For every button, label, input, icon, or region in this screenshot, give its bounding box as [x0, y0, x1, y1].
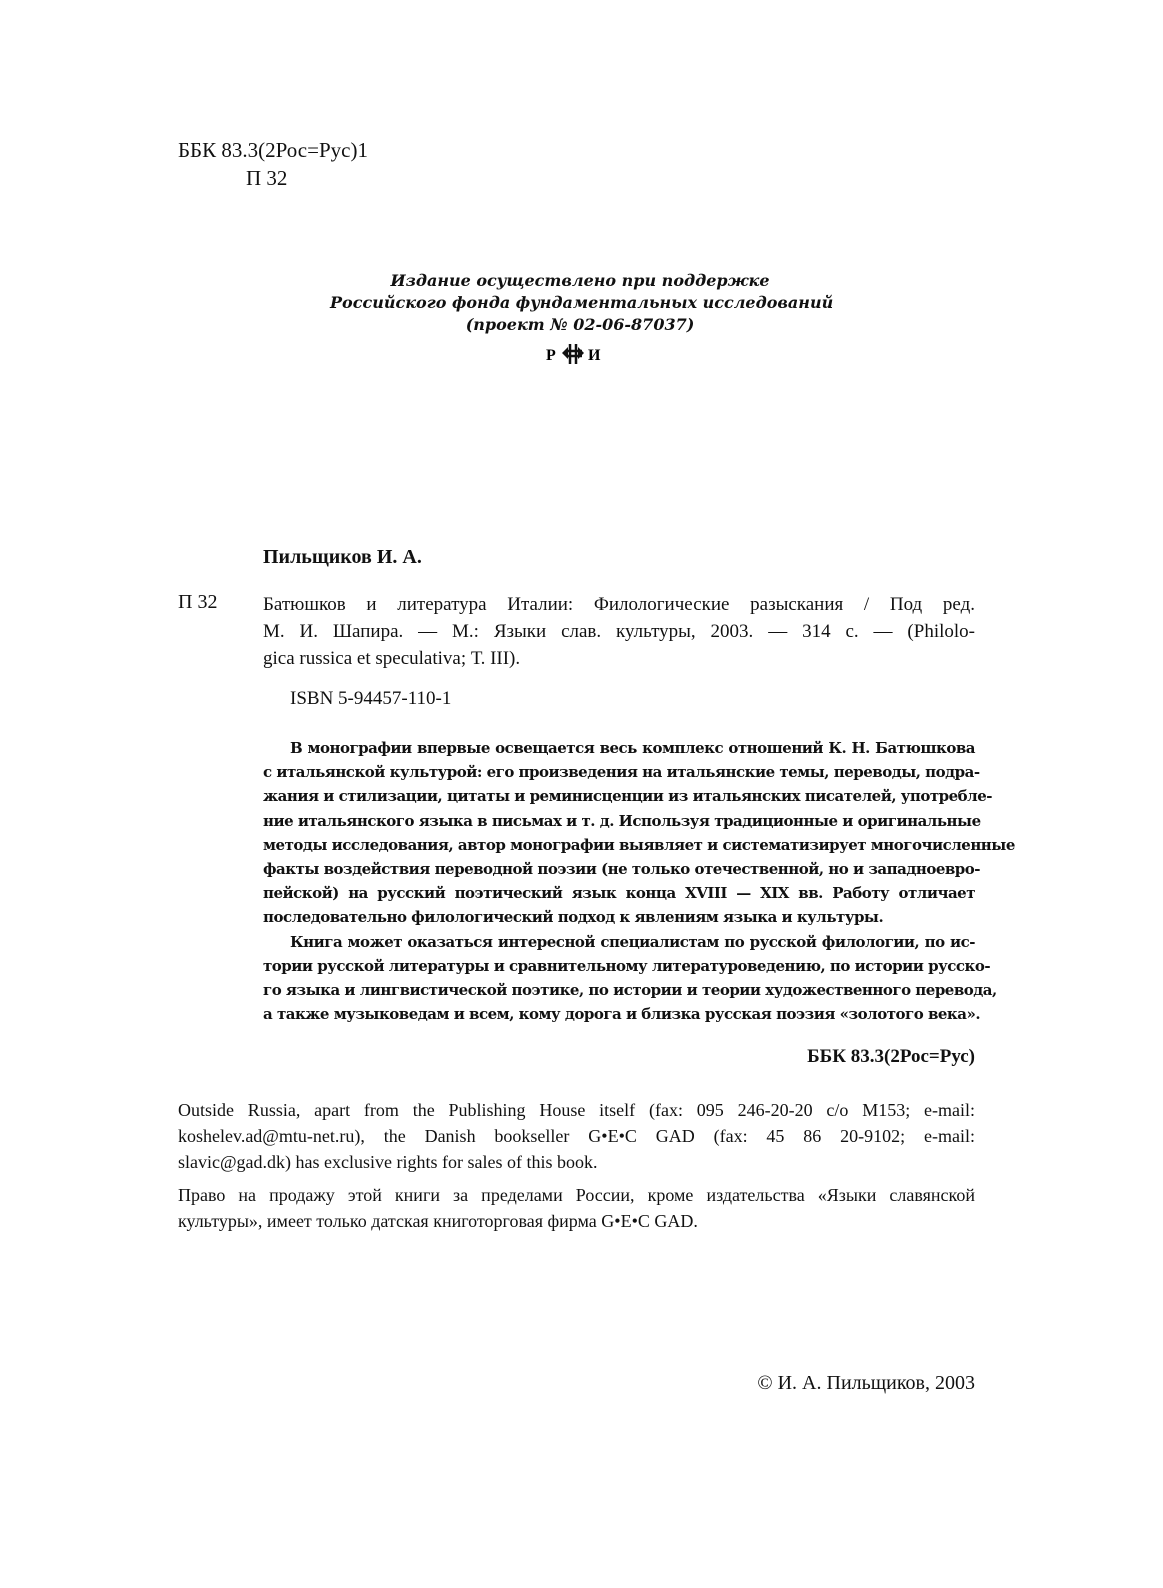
svg-text:Р: Р: [546, 347, 556, 364]
abstract-line: факты воздействия переводной поэзии (не только отечественной, но и западноевро-: [263, 860, 981, 879]
abstract-line: Книга может оказаться интересной специалистам по русской филологии, по ис-: [290, 932, 975, 951]
svg-text:И: И: [588, 347, 601, 364]
rights-line: Outside Russia, apart from the Publishing House itself (fax: 095 246-20-20 c/o M153; e-mail:: [178, 1100, 975, 1120]
rights-line: slavic@gad.dk) has exclusive rights for sales of this book.: [178, 1152, 598, 1172]
bbk-footer: ББК 83.3(2Рос=Рус): [807, 1046, 975, 1067]
biblio-line: Батюшков и литература Италии: Филологические разыскания / Под ред.: [263, 594, 975, 615]
abstract-line: последовательно филологический подход к явлениям языка и культуры.: [263, 908, 884, 927]
abstract-line: го языка и лингвистической поэтике, по истории и теории художественного перевода,: [263, 981, 997, 1000]
abstract-line: В монографии впервые освещается весь комплекс отношений К. Н. Батюшкова: [290, 739, 975, 757]
bbk-index: ББК 83.3(2Рос=Рус)1: [178, 138, 368, 162]
copyright-notice: © И. А. Пильщиков, 2003: [757, 1372, 975, 1394]
rights-line: Право на продажу этой книги за пределами России, кроме издательства «Языки славянской: [178, 1185, 975, 1205]
author-mark: П 32: [246, 166, 288, 190]
rights-line: koshelev.ad@mtu-net.ru), the Danish bookseller G•E•C GAD (fax: 45 86 20-9102; e-mail:: [178, 1126, 975, 1146]
abstract: [263, 736, 1015, 1026]
support-line: Издание осуществлено при поддержке: [390, 271, 770, 290]
abstract-line: тории русской литературы и сравнительному литературоведению, по истории русско-: [263, 956, 991, 975]
rights-english: [178, 1097, 975, 1175]
biblio-line: М. И. Шапира. — М.: Языки слав. культуры, 2003. — 314 с. — (Philolo-: [263, 621, 975, 642]
isbn: ISBN 5-94457-110-1: [290, 688, 452, 709]
bibliographic-record: [263, 591, 975, 672]
abstract-line: ние итальянского языка в письмах и т. д. Используя традиционные и оригинальные: [263, 811, 981, 830]
abstract-line: а также музыковедам и всем, кому дорога и близка русская поэзия «золотого века».: [263, 1005, 981, 1024]
rights-line: культуры», имеет только датская книготорговая фирма G•E•C GAD.: [178, 1211, 698, 1231]
support-line: Российского фонда фундаментальных исследований: [330, 293, 834, 312]
abstract-line: методы исследования, автор монографии выявляет и систематизирует многочисленные: [263, 835, 1015, 854]
rffi-logo-icon: [540, 340, 620, 366]
support-line: (проект № 02-06-87037): [465, 315, 695, 334]
abstract-line: с итальянской культурой: его произведения на итальянские темы, переводы, подра-: [263, 763, 980, 782]
rffi-logo: [530, 340, 630, 372]
book-author: Пильщиков И. А.: [263, 546, 422, 568]
biblio-line: gica russica et speculativa; Т. III).: [263, 648, 521, 669]
abstract-line: жания и стилизации, цитаты и реминисценции из итальянских писателей, употребле-: [263, 787, 993, 806]
rights-russian: [178, 1182, 975, 1234]
support-note: [330, 270, 834, 336]
abstract-line: пейской) на русский поэтический язык конца XVIII — XIX вв. Работу отличает: [263, 884, 975, 903]
book-code: П 32: [178, 591, 218, 613]
